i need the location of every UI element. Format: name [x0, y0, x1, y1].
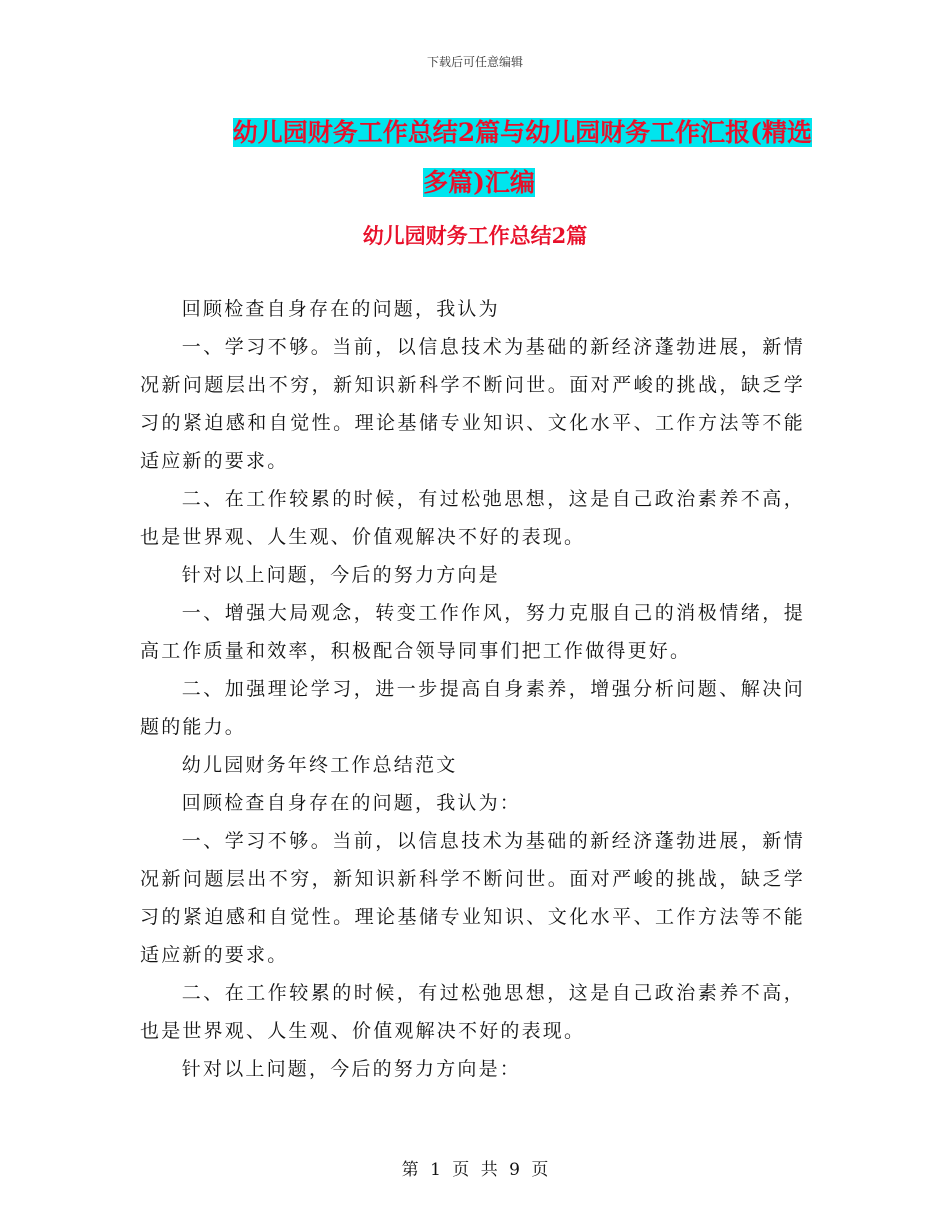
paragraph: 二、在工作较累的时候，有过松弛思想，这是自己政治素养不高，也是世界观、人生观、价值观解决不好的表现。 [140, 982, 805, 1042]
paragraph: 回顾检查自身存在的问题，我认为 [181, 298, 500, 320]
paragraph: 回顾检查自身存在的问题，我认为： [181, 792, 521, 814]
paragraph: 一、学习不够。当前，以信息技术为基础的新经济蓬勃进展，新情况新问题层出不穷，新知识新科学不断问世。面对严峻的挑战，缺乏学习的紧迫感和自觉性。理论基储专业知识、文化水平、工作方法等不能适应新的要求。 [140, 336, 805, 472]
section-title: 幼儿园财务工作总结2篇 [362, 223, 588, 248]
document-title [140, 108, 830, 208]
document-body [140, 290, 805, 1088]
paragraph: 二、加强理论学习，进一步提高自身素养，增强分析问题、解决问题的能力。 [140, 678, 805, 738]
page-number: 第 1 页 共 9 页 [401, 1160, 549, 1180]
paragraph: 幼儿园财务年终工作总结范文 [181, 754, 458, 776]
paragraph: 一、学习不够。当前，以信息技术为基础的新经济蓬勃进展，新情况新问题层出不穷，新知识新科学不断问世。面对严峻的挑战，缺乏学习的紧迫感和自觉性。理论基储专业知识、文化水平、工作方法等不能适应新的要求。 [140, 830, 805, 966]
download-note: 下载后可任意编辑 [426, 55, 523, 69]
paragraph: 针对以上问题，今后的努力方向是 [181, 564, 500, 586]
paragraph: 二、在工作较累的时候，有过松弛思想，这是自己政治素养不高，也是世界观、人生观、价值观解决不好的表现。 [140, 488, 805, 548]
paragraph: 针对以上问题，今后的努力方向是： [181, 1058, 521, 1080]
paragraph: 一、增强大局观念，转变工作作风，努力克服自己的消极情绪，提高工作质量和效率，积极配合领导同事们把工作做得更好。 [140, 602, 805, 662]
title-line-2: 多篇)汇编 [423, 168, 535, 197]
title-line-1: 幼儿园财务工作总结2篇与幼儿园财务工作汇报(精选 [232, 118, 812, 147]
